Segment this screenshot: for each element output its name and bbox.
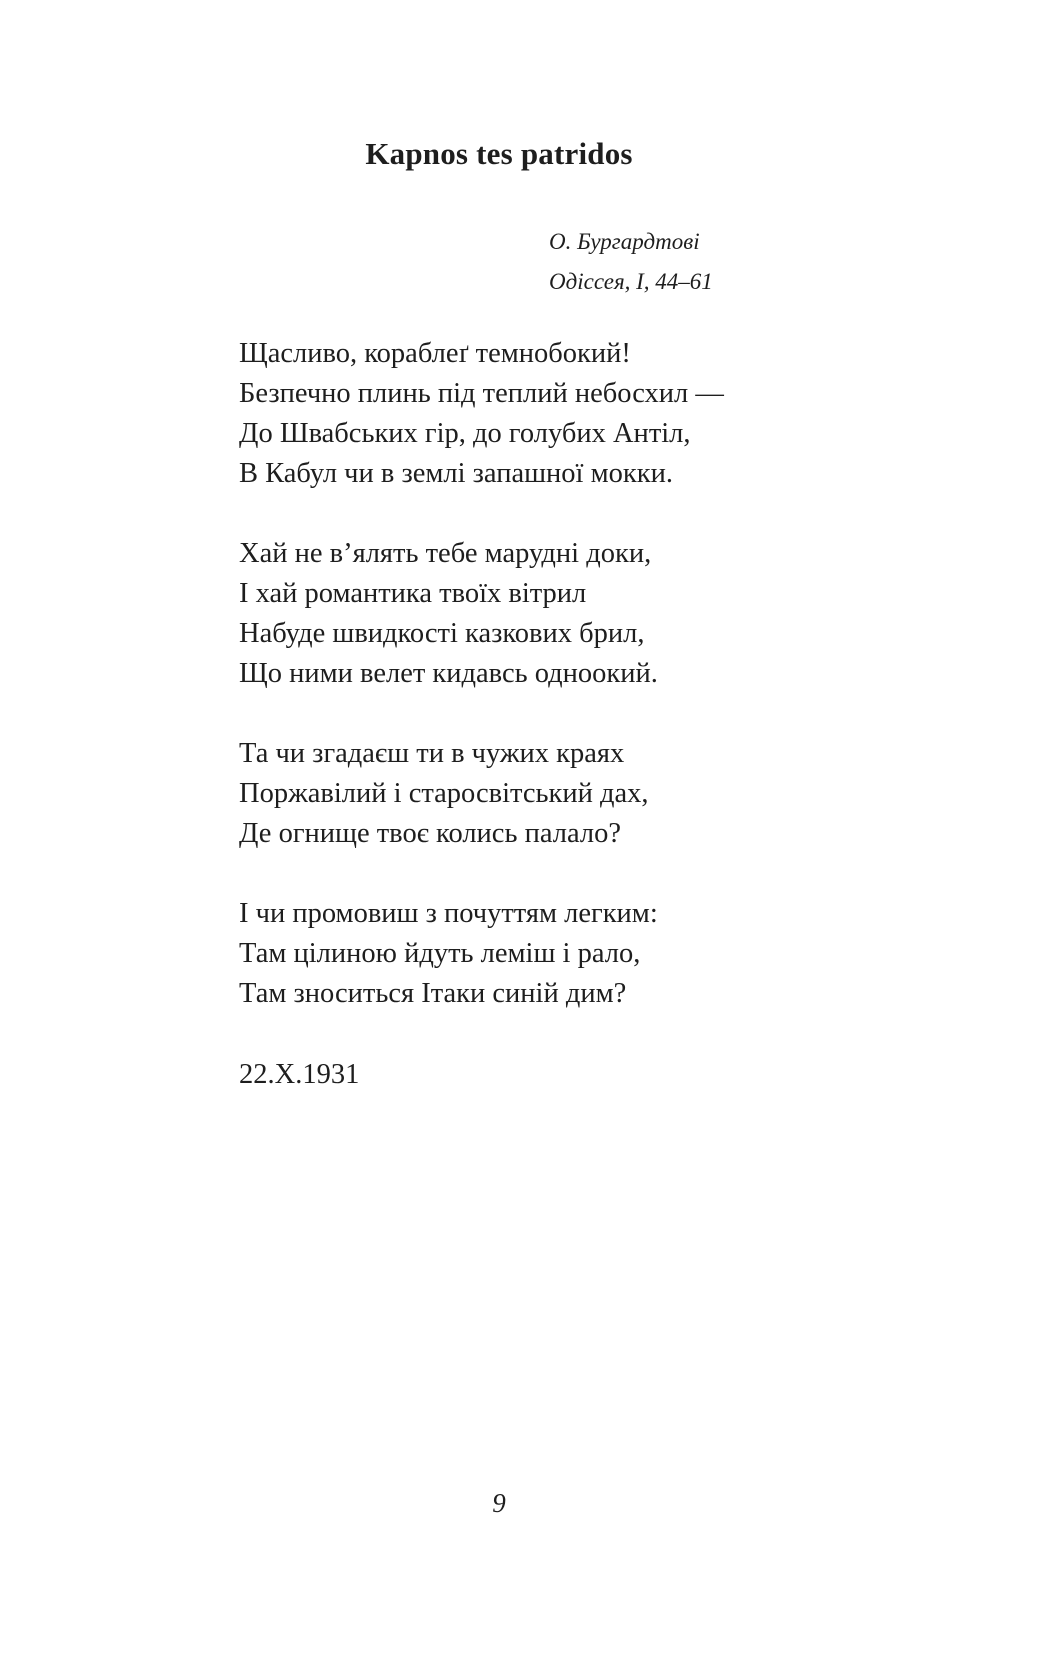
poem-line: І чи промовиш з почуттям легким: <box>239 898 658 929</box>
page-number: 9 <box>492 1488 506 1518</box>
poem-line: Там цілиною йдуть леміш і рало, <box>239 938 641 969</box>
poem-line: Поржавілий і старосвітський дах, <box>239 778 649 809</box>
epigraph-source: Одіссея, I, 44–61 <box>549 269 713 294</box>
stanza-3 <box>239 734 724 854</box>
poem-line: Безпечно плинь під теплий небосхил — <box>239 378 724 409</box>
poem-title: Kapnos tes patridos <box>365 136 633 171</box>
epigraph <box>549 222 713 302</box>
epigraph-dedication: О. Бургардтові <box>549 229 700 254</box>
poem-line: Щасливо, кораблеґ темнобокий! <box>239 338 631 369</box>
stanza-1 <box>239 334 724 494</box>
poem-date: 22.X.1931 <box>239 1059 360 1090</box>
poem-line: І хай романтика твоїх вітрил <box>239 578 587 609</box>
poem-line: Що ними велет кидавсь одноокий. <box>239 658 658 689</box>
stanza-2 <box>239 534 724 694</box>
poem-body <box>239 334 724 1054</box>
poem-line: Хай не в’ялять тебе марудні доки, <box>239 538 652 569</box>
poem-line: Де огнище твоє колись палало? <box>239 818 621 849</box>
poem-line: В Кабул чи в землі запашної мокки. <box>239 458 673 489</box>
poem-line: Та чи згадаєш ти в чужих краях <box>239 738 625 769</box>
stanza-4 <box>239 894 724 1014</box>
poem-line: Набуде швидкості казкових брил, <box>239 618 645 649</box>
poem-line: Там зноситься Ітаки синій дим? <box>239 978 627 1009</box>
poem-line: До Швабських гір, до голубих Антіл, <box>239 418 691 449</box>
